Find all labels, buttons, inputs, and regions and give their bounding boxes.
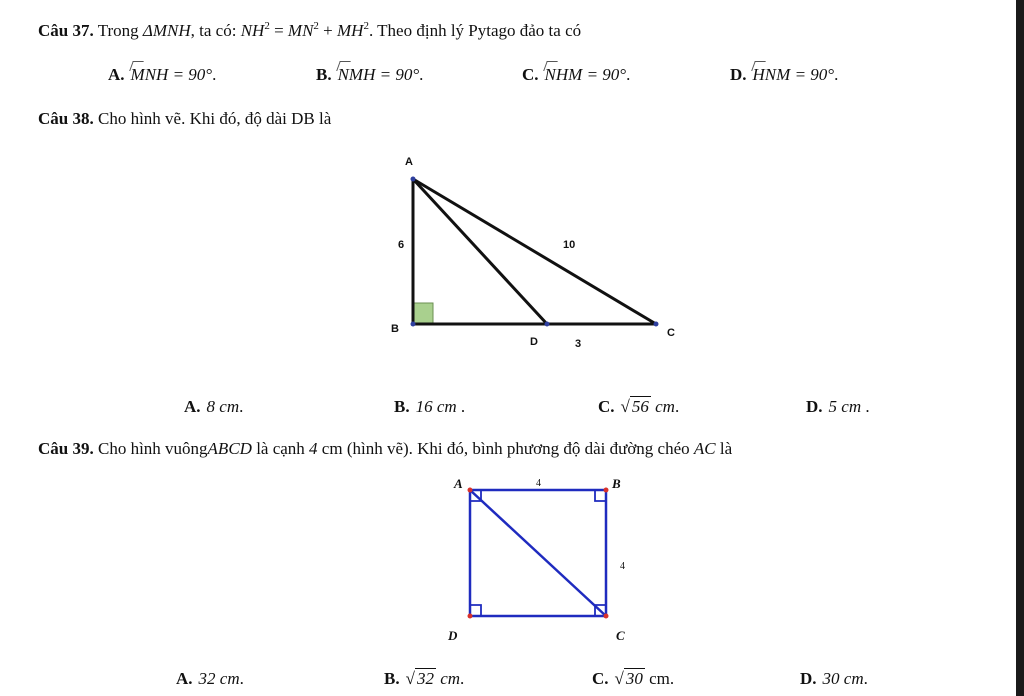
option-end: .: [460, 669, 465, 688]
q38-option-a[interactable]: [184, 396, 243, 418]
label-side-ab: 6: [398, 239, 405, 251]
q39-text-mid: là cạnh: [256, 439, 305, 458]
radicand: 30: [625, 669, 643, 688]
option-value: cm: [655, 397, 675, 416]
option-label: B.: [316, 65, 332, 84]
q37-eq-mh: MH: [337, 21, 364, 40]
label-side-dc: 3: [575, 338, 582, 350]
question-38-title: Câu 38.: [38, 109, 94, 128]
question-39-title: Câu 39.: [38, 439, 94, 458]
q39-diag: AC: [693, 439, 716, 458]
question-37: [38, 20, 581, 42]
angle-nhm: NHM: [544, 65, 583, 84]
option-value: 32 cm: [198, 669, 240, 688]
point-d: [468, 614, 473, 619]
point-a: [411, 177, 416, 182]
option-value: = 90°: [586, 65, 627, 84]
option-value: = 90°: [794, 65, 835, 84]
point-c: [654, 322, 659, 327]
option-label: D.: [730, 65, 747, 84]
point-b: [411, 322, 416, 327]
radicand: 32: [416, 669, 434, 688]
diagonal-ac: [470, 490, 606, 616]
q39-option-b[interactable]: [384, 668, 464, 690]
q38-option-d[interactable]: [806, 396, 870, 418]
option-end: .: [669, 669, 675, 688]
point-c: [604, 614, 609, 619]
q39-option-c[interactable]: [592, 668, 674, 690]
option-end: .: [626, 65, 631, 84]
q37-exp-2: 2: [313, 20, 319, 32]
q38-triangle-figure: [380, 150, 680, 360]
q37-exp-1: 2: [264, 20, 270, 32]
option-end: .: [239, 669, 244, 688]
window-edge: [1016, 0, 1024, 696]
q38-option-b[interactable]: [394, 396, 465, 418]
option-label: A.: [108, 65, 125, 84]
option-value: 30 cm: [822, 669, 864, 688]
angle-nmh: NMH: [337, 65, 376, 84]
q37-eq-sign: =: [274, 21, 284, 40]
point-b: [604, 488, 609, 493]
q39-side: 4: [309, 439, 318, 458]
q39-square-figure: [440, 470, 640, 650]
label-a: A: [454, 476, 463, 491]
side-ac: [413, 179, 656, 324]
label-d: D: [448, 628, 458, 643]
q37-option-b[interactable]: [316, 64, 423, 86]
q39-option-a[interactable]: [176, 668, 244, 690]
label-b: B: [612, 476, 621, 491]
q39-text-prefix: Cho hình vuông: [97, 439, 208, 458]
option-label: B.: [384, 669, 400, 688]
radicand: 56: [631, 397, 649, 416]
label-a: A: [405, 156, 413, 168]
question-39: [38, 438, 732, 460]
sqrt-30: √ 30: [614, 669, 643, 688]
q37-text-mid: , ta có:: [190, 21, 237, 40]
q37-option-a[interactable]: [108, 64, 216, 86]
option-end: .: [674, 397, 680, 416]
q39-option-d[interactable]: [800, 668, 868, 690]
option-label: D.: [800, 669, 817, 688]
option-end: .: [456, 397, 466, 416]
option-end: .: [834, 65, 839, 84]
option-label: C.: [598, 397, 615, 416]
option-end: .: [239, 397, 244, 416]
question-37-title: Câu 37.: [38, 21, 94, 40]
option-value: cm: [440, 669, 461, 688]
angle-mnh: MNH: [130, 65, 169, 84]
option-end: .: [419, 65, 424, 84]
label-side-right: 4: [620, 561, 625, 572]
q37-eq-mn: MN: [287, 21, 314, 40]
q37-eq-plus: +: [323, 21, 333, 40]
sqrt-56: √ 56: [620, 397, 649, 416]
option-end: .: [861, 397, 870, 416]
label-c: C: [616, 628, 625, 643]
segment-ad: [413, 179, 547, 324]
label-side-ac: 10: [563, 239, 576, 251]
angle-hnm: HNM: [752, 65, 791, 84]
q37-text-prefix: Trong: [97, 21, 139, 40]
option-value: cm: [649, 669, 670, 688]
point-d: [545, 322, 550, 327]
option-value: 16 cm: [415, 397, 457, 416]
q38-text: Cho hình vẽ. Khi đó, độ dài DB là: [97, 109, 332, 128]
option-end: .: [863, 669, 868, 688]
q37-text-suffix: . Theo định lý Pytago đảo ta có: [368, 21, 582, 40]
sqrt-32: √ 32: [405, 669, 434, 688]
point-a: [468, 488, 473, 493]
question-38: [38, 108, 331, 130]
option-label: C.: [592, 669, 609, 688]
label-side-top: 4: [536, 478, 541, 489]
option-value: 8 cm: [206, 397, 240, 416]
option-end: .: [212, 65, 217, 84]
option-label: A.: [176, 669, 193, 688]
q37-exp-3: 2: [363, 20, 369, 32]
q37-eq-nh: NH: [240, 21, 265, 40]
option-label: B.: [394, 397, 410, 416]
q39-text-suffix: là: [719, 439, 733, 458]
option-label: C.: [522, 65, 539, 84]
option-label: D.: [806, 397, 823, 416]
right-angle-marker: [413, 303, 433, 323]
option-value: = 90°: [379, 65, 420, 84]
option-label: A.: [184, 397, 201, 416]
q37-option-d[interactable]: [730, 64, 838, 86]
label-b: B: [391, 323, 399, 335]
q37-triangle: ΔMNH: [142, 21, 191, 40]
q39-text-mid2: cm (hình vẽ). Khi đó, bình phương độ dài đường chéo: [321, 439, 690, 458]
q39-square: ABCD: [207, 439, 252, 458]
option-value: 5 cm: [828, 397, 862, 416]
label-d: D: [530, 336, 538, 348]
q37-option-c[interactable]: [522, 64, 630, 86]
q38-option-c[interactable]: [598, 396, 679, 418]
option-value: = 90°: [172, 65, 213, 84]
label-c: C: [667, 327, 675, 339]
